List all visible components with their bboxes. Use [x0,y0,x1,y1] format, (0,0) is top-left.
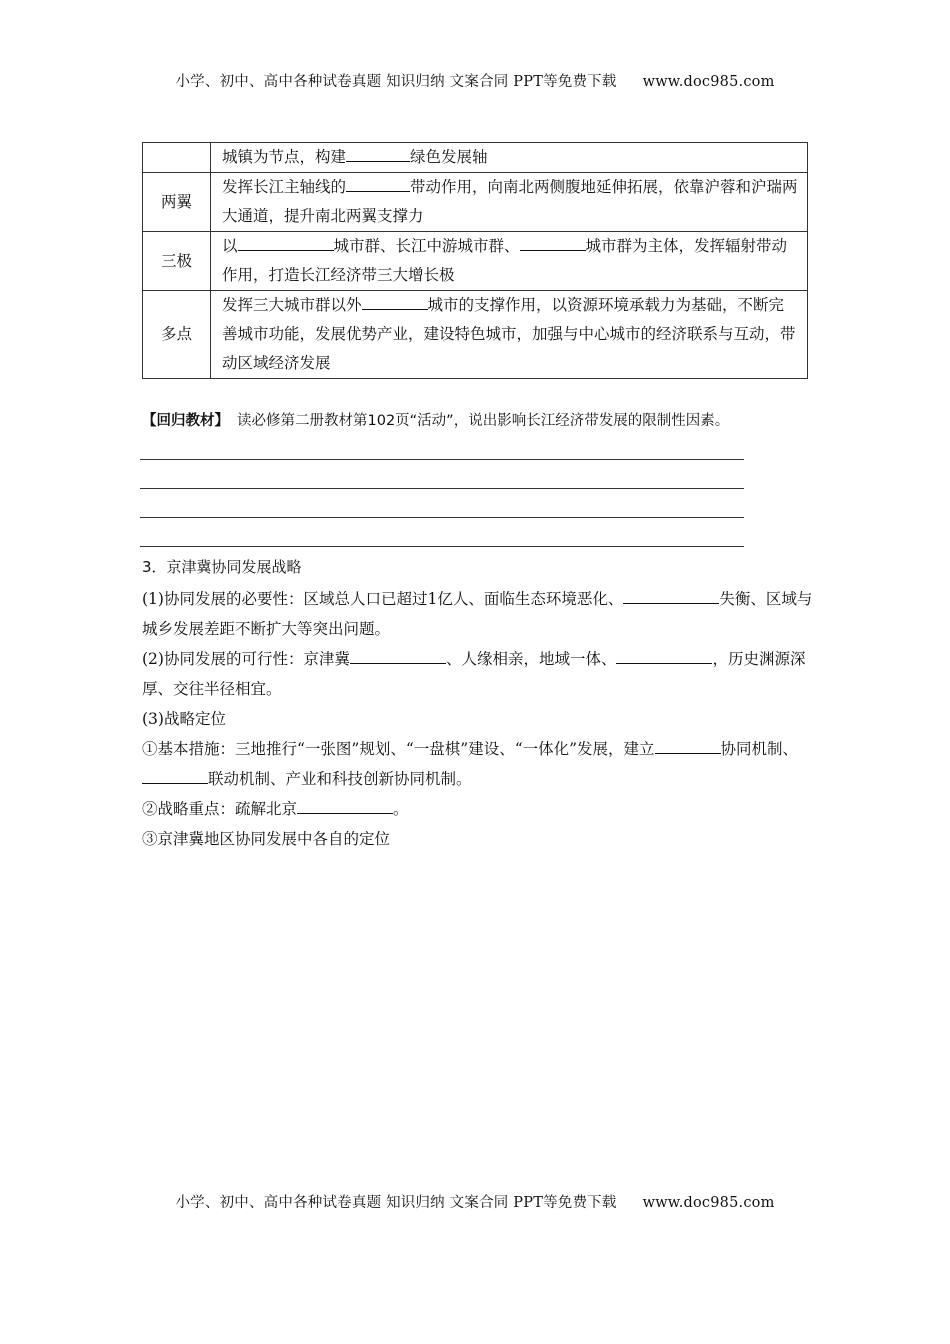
section-title: 3．京津冀协同发展战略 [142,558,302,576]
row-key: 多点 [143,291,211,379]
answer-blank[interactable] [238,235,334,251]
answer-line[interactable] [140,546,744,547]
row-text: 城镇为节点，构建 [222,148,347,166]
review-textbook-prompt [142,409,729,430]
row-content [211,173,808,232]
paragraph-focus: ②战略重点：疏解北京 。 [142,800,409,818]
footer-url: www.doc985.com [642,1195,775,1211]
answer-blank[interactable] [655,738,721,754]
answer-line[interactable] [140,488,744,489]
paragraph-positioning: (3)战略定位 [142,710,226,728]
header-text: 小学、初中、高中各种试卷真题 知识归纳 文案合同 PPT等免费下载 [175,74,617,90]
row-key: 三极 [143,232,211,291]
header-url: www.doc985.com [642,74,775,90]
row-content [211,143,808,173]
answer-line[interactable] [140,459,744,460]
answer-blank[interactable] [346,146,410,162]
answer-blank[interactable] [350,648,446,664]
table-row [143,291,808,379]
strategy-table [142,142,808,379]
row-content [211,232,808,291]
page-footer [0,1191,950,1212]
answer-blank[interactable] [623,588,719,604]
answer-blank[interactable] [297,798,393,814]
paragraph-roles: ③京津冀地区协同发展中各自的定位 [142,830,391,848]
answer-blank[interactable] [142,768,208,784]
row-key [143,143,211,173]
answer-blank[interactable] [346,176,410,192]
row-text: 发挥长江主轴线的 [222,178,347,196]
paragraph-necessity: (1)协同发展的必要性：区域总人口已超过1亿人、面临生态环境恶化、 失衡、区域与城乡发展差距不断扩大等突出问题。 [142,590,813,638]
paragraph-measures: ①基本措施：三地推行“一张图”规划、“一盘棋”建设、“一体化”发展，建立 协同机制、联动机制、产业和科技创新协同机制。 [142,740,799,788]
row-key: 两翼 [143,173,211,232]
row-text: 城市的支撑作用，以资源环境承载力为基础，不断完善城市功能，发展优势产业，建设特色城市，加强与中心城市的经济联系与互动，带动区域经济发展 [222,296,796,372]
row-content [211,291,808,379]
answer-blank[interactable] [520,235,586,251]
section-body [142,584,822,854]
table-row [143,173,808,232]
row-text: 绿色发展轴 [410,148,488,166]
review-tag: 【回归教材】 [142,413,229,429]
page-header [0,70,950,91]
answer-line[interactable] [140,517,744,518]
footer-text: 小学、初中、高中各种试卷真题 知识归纳 文案合同 PPT等免费下载 [175,1195,617,1211]
table-row [143,143,808,173]
answer-blank[interactable] [362,294,428,310]
row-text: 城市群为主体，发挥辐射带动作用，打造长江经济带三大增长极 [222,237,788,284]
row-text: 带动作用，向南北两侧腹地延伸拓展，依靠沪蓉和沪瑞两大通道，提升南北两翼支撑力 [222,178,798,225]
row-text: 城市群、长江中游城市群、 [333,237,520,255]
paragraph-feasibility: (2)协同发展的可行性：京津冀 、人缘相亲，地域一体、 ，历史渊源深厚、交往半径相宜。 [142,650,806,698]
answer-blank[interactable] [616,648,712,664]
review-text: 读必修第二册教材第102页“活动”，说出影响长江经济带发展的限制性因素。 [237,413,730,429]
row-text: 发挥三大城市群以外 [222,296,362,314]
row-text: 以 [222,237,238,255]
table-row [143,232,808,291]
